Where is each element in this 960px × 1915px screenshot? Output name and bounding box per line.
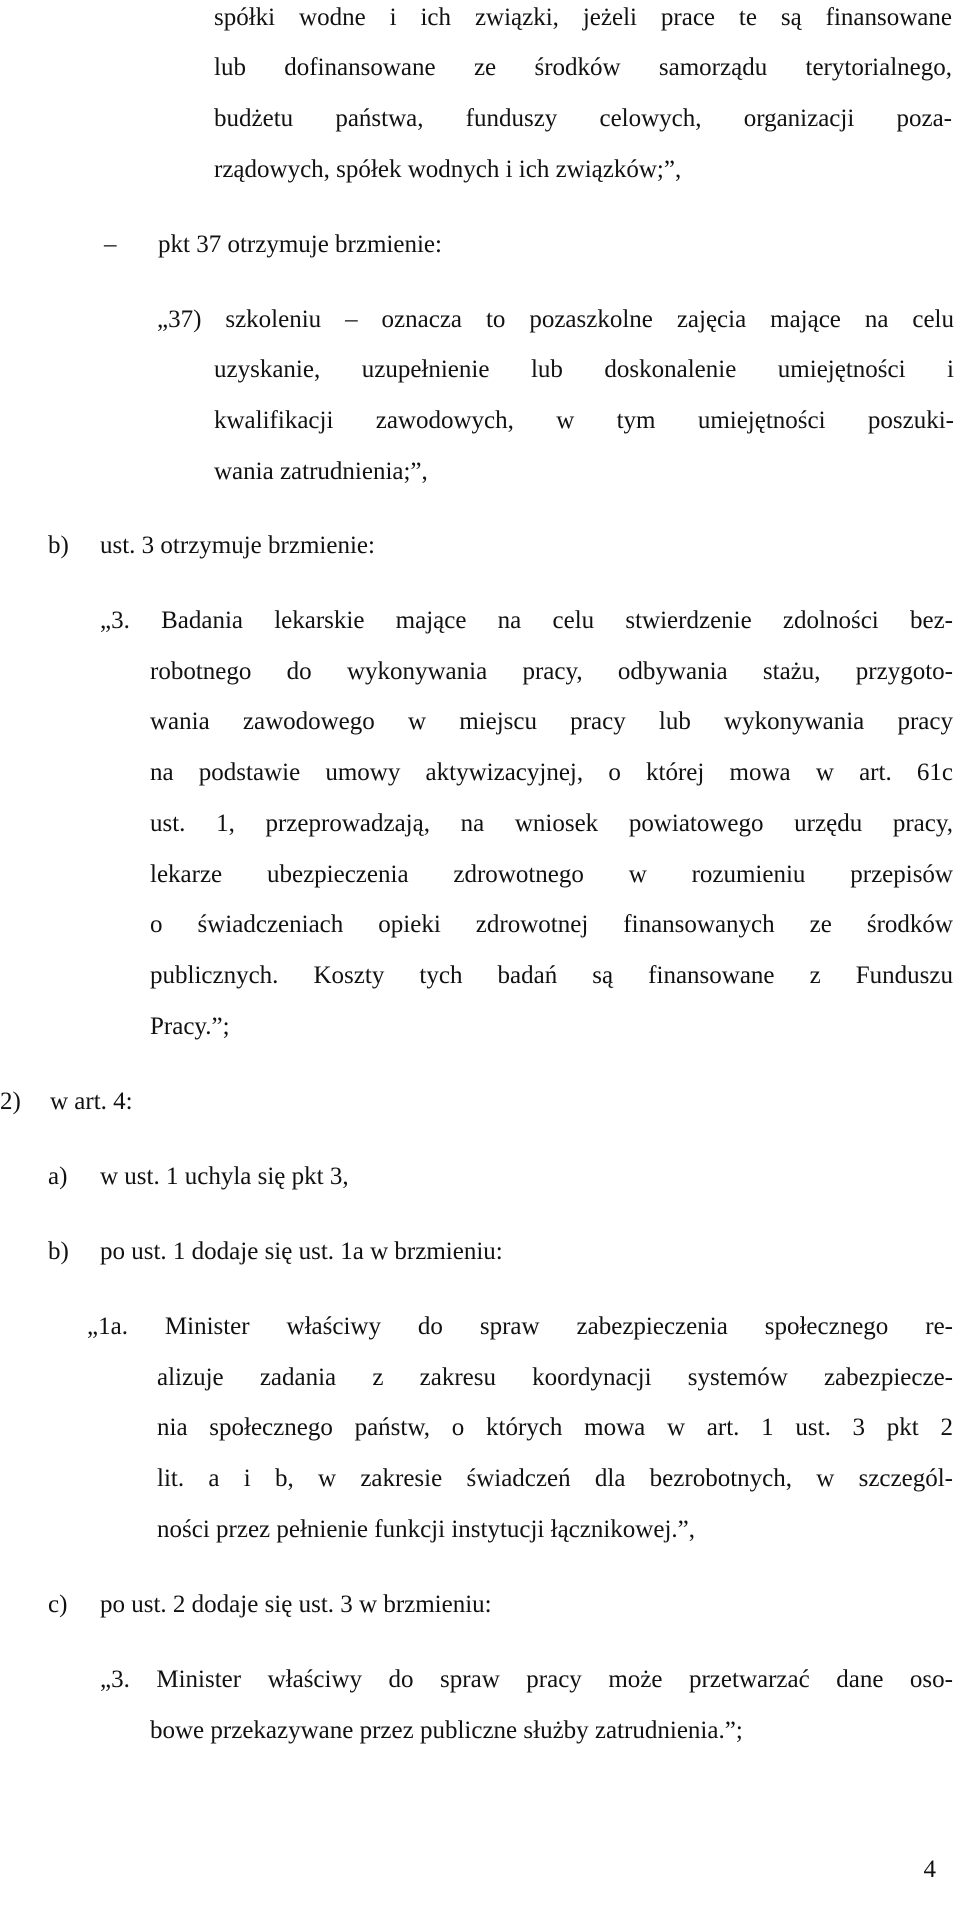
text-line: lub dofinansowane ze środków samorządu terytorialnego,: [214, 54, 952, 81]
item-text: po ust. 1 dodaje się ust. 1a w brzmieniu:: [100, 1238, 503, 1265]
text-line: wania zatrudnienia;”,: [214, 458, 428, 485]
item-text: w art. 4:: [50, 1088, 133, 1115]
text-line: bowe przekazywane przez publiczne służby zatrudnienia.”;: [150, 1717, 743, 1744]
item-label: b): [48, 532, 69, 559]
text-line: lit. a i b, w zakresie świadczeń dla bezrobotnych, w szczegól-: [157, 1465, 953, 1492]
text-line: na podstawie umowy aktywizacyjnej, o której mowa w art. 61c: [150, 759, 953, 786]
text-line: Pracy.”;: [150, 1013, 230, 1040]
text-line: ust. 1, przeprowadzają, na wniosek powiatowego urzędu pracy,: [150, 810, 953, 837]
text-line: „1a. Minister właściwy do spraw zabezpieczenia społecznego re-: [87, 1313, 953, 1340]
text-line: wania zawodowego w miejscu pracy lub wykonywania pracy: [150, 708, 953, 735]
text-line: „3. Badania lekarskie mające na celu stwierdzenie zdolności bez-: [100, 607, 953, 634]
text-line: robotnego do wykonywania pracy, odbywania stażu, przygoto-: [150, 658, 953, 685]
text-line: budżetu państwa, funduszy celowych, organizacji poza-: [214, 105, 952, 132]
text-line: publicznych. Koszty tych badań są finansowane z Funduszu: [150, 962, 953, 989]
text-line: alizuje zadania z zakresu koordynacji systemów zabezpiecze-: [157, 1364, 953, 1391]
item-label: 2): [0, 1088, 21, 1115]
text-line: lekarze ubezpieczenia zdrowotnego w rozumieniu przepisów: [150, 861, 953, 888]
item-label: c): [48, 1591, 68, 1618]
text-line: ności przez pełnienie funkcji instytucji łącznikowej.”,: [157, 1516, 696, 1543]
item-label: b): [48, 1238, 69, 1265]
text-line: „37) szkoleniu – oznacza to pozaszkolne zajęcia mające na celu: [157, 306, 954, 333]
text-line: kwalifikacji zawodowych, w tym umiejętności poszuki-: [214, 407, 954, 434]
item-text: pkt 37 otrzymuje brzmienie:: [158, 231, 442, 258]
text-line: o świadczeniach opieki zdrowotnej finansowanych ze środków: [150, 911, 953, 938]
dash-marker: –: [104, 231, 117, 258]
item-label: a): [48, 1163, 68, 1190]
text-line: „3. Minister właściwy do spraw pracy może przetwarzać dane oso-: [100, 1666, 953, 1693]
item-text: po ust. 2 dodaje się ust. 3 w brzmieniu:: [100, 1591, 492, 1618]
text-line: spółki wodne i ich związki, jeżeli prace te są finansowane: [214, 4, 952, 31]
text-line: nia społecznego państw, o których mowa w art. 1 ust. 3 pkt 2: [157, 1414, 953, 1441]
page-number: 4: [923, 1856, 936, 1883]
item-text: w ust. 1 uchyla się pkt 3,: [100, 1163, 349, 1190]
text-line: uzyskanie, uzupełnienie lub doskonalenie umiejętności i: [214, 356, 954, 383]
text-line: rządowych, spółek wodnych i ich związków;”,: [214, 156, 682, 183]
item-text: ust. 3 otrzymuje brzmienie:: [100, 532, 375, 559]
